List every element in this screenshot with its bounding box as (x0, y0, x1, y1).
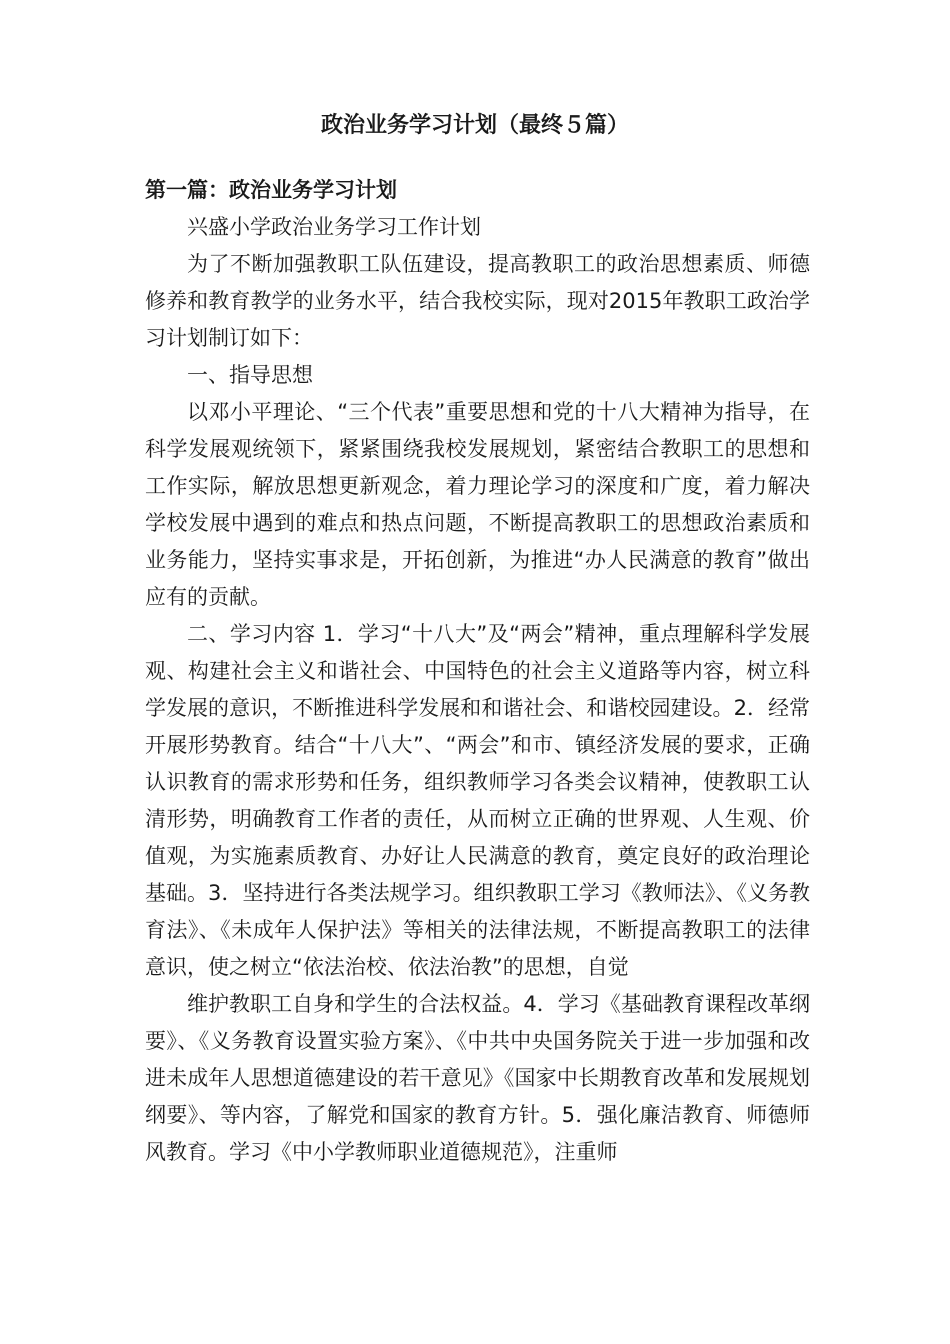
section-heading: 第一篇：政治业务学习计划 (145, 178, 397, 202)
document-body (145, 209, 810, 1171)
paragraph-study-content-continued: 维护教职工自身和学生的合法权益。4．学习《基础教育课程改革纲要》、《义务教育设置实验方案》、《中共中央国务院关于进一步加强和改进未成年人思想道德建设的若干意见》《国家中长期教育改革和发展规划纲要》、等内容，了解党和国家的教育方针。5．强化廉洁教育、师德师风教育。学习《中小学教师职业道德规范》，注重师 (145, 992, 810, 1164)
paragraph-intro: 为了不断加强教职工队伍建设，提高教职工的政治思想素质、师德修养和教育教学的业务水平，结合我校实际，现对2015年教职工政治学习计划制订如下： (145, 252, 810, 350)
paragraph-study-content: 二、学习内容 1．学习“十八大”及“两会”精神，重点理解科学发展观、构建社会主义和谐社会、中国特色的社会主义道路等内容，树立科学发展的意识，不断推进科学发展和和谐社会、和谐校园建设。2．经常开展形势教育。结合“十八大”、“两会”和市、镇经济发展的要求，正确认识教育的需求形势和任务，组织教师学习各类会议精神，使教职工认清形势，明确教育工作者的责任，从而树立正确的世界观、人生观、价值观，为实施素质教育、办好让人民满意的教育，奠定良好的政治理论基础。3．坚持进行各类法规学习。组织教职工学习《教师法》、《义务教育法》、《未成年人保护法》等相关的法律法规，不断提高教职工的法律意识，使之树立“依法治校、依法治教”的思想，自觉 (145, 622, 810, 979)
paragraph-guiding-heading: 一、指导思想 (187, 363, 313, 387)
document-title: 政治业务学习计划（最终５篇） (320, 113, 629, 138)
paragraph-school-plan-title: 兴盛小学政治业务学习工作计划 (187, 215, 481, 239)
paragraph-guiding-thought: 以邓小平理论、“三个代表”重要思想和党的十八大精神为指导，在科学发展观统领下，紧紧围绕我校发展规划，紧密结合教职工的思想和工作实际，解放思想更新观念，着力理论学习的深度和广度，着力解决学校发展中遇到的难点和热点问题，不断提高教职工的思想政治素质和业务能力，坚持实事求是，开拓创新，为推进“办人民满意的教育”做出应有的贡献。 (145, 400, 810, 609)
